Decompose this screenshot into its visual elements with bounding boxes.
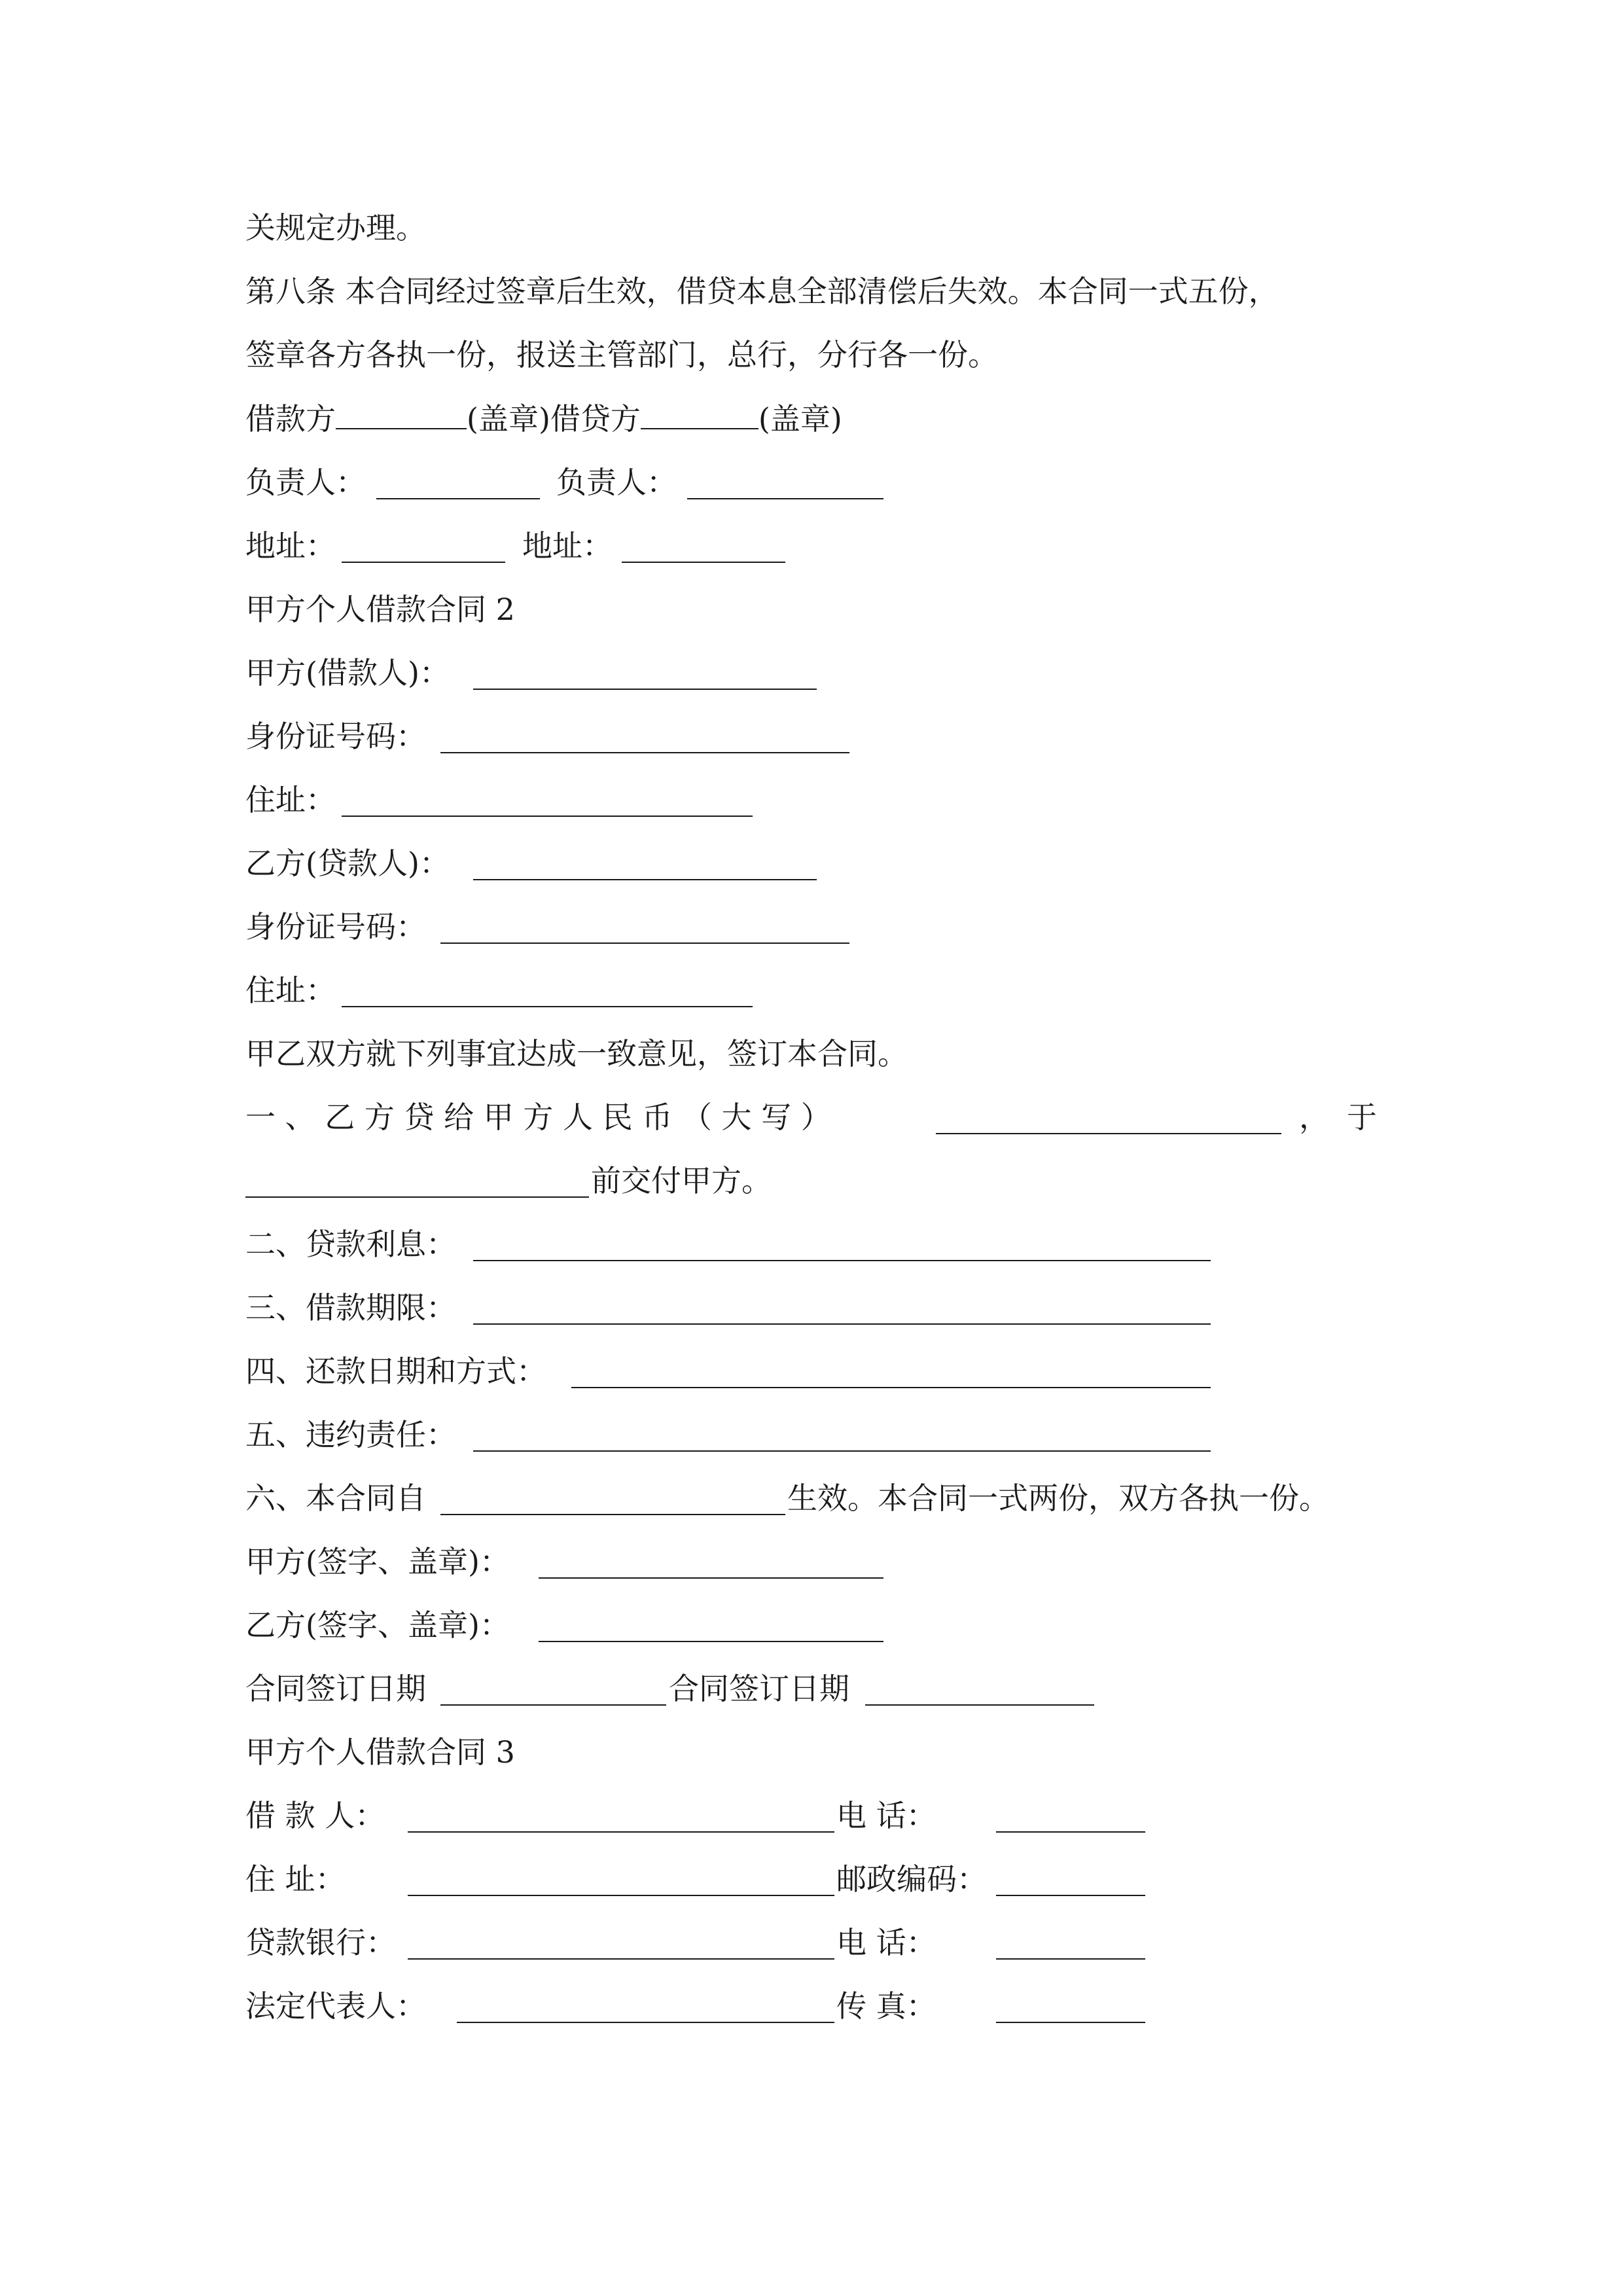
party-b-sign-blank[interactable]: [539, 1641, 883, 1642]
party-b-sign-label: 乙方(签字、盖章)：: [245, 1607, 510, 1643]
residence-label-b: 住址：: [245, 973, 336, 1008]
sign-date-blank-2[interactable]: [865, 1704, 1094, 1706]
address-blank-2[interactable]: [622, 562, 785, 563]
id-number-label-a: 身份证号码：: [245, 719, 426, 754]
item-2-label: 二、贷款利息：: [245, 1227, 456, 1262]
borrower-name-label: 借 款 人：: [245, 1798, 385, 1833]
text-line: [245, 208, 426, 247]
party-a-sign-blank[interactable]: [539, 1577, 883, 1579]
item-6-continuation: 生效。本合同一式两份，双方各执一份。: [787, 1480, 1329, 1516]
item-1-comma: ，: [1299, 1100, 1329, 1135]
id-number-blank-a[interactable]: [440, 752, 849, 753]
fax-label: 传 真：: [836, 1988, 936, 2024]
line-text: 第八条 本合同经过签章后生效，借贷本息全部清偿后失效。本合同一式五份，: [245, 274, 1279, 309]
sign-date-label-1: 合同签订日期: [245, 1671, 426, 1706]
party-a-blank[interactable]: [473, 689, 817, 690]
fax-blank[interactable]: [996, 2022, 1145, 2023]
residence-blank-b[interactable]: [342, 1006, 753, 1007]
contract-2-heading: 甲方个人借款合同 2: [245, 592, 515, 627]
postcode-blank[interactable]: [996, 1895, 1145, 1896]
id-number-label-b: 身份证号码：: [245, 909, 426, 944]
item-5-label: 五、违约责任：: [245, 1417, 456, 1452]
effective-date-blank[interactable]: [440, 1514, 785, 1515]
party-a-sign-label: 甲方(签字、盖章)：: [245, 1544, 510, 1579]
address-label-1: 地址：: [245, 528, 336, 564]
address-blank-1[interactable]: [342, 562, 505, 563]
borrower-label: 借款方: [245, 401, 336, 437]
delivery-date-blank[interactable]: [245, 1196, 589, 1198]
lending-bank-blank[interactable]: [408, 1958, 834, 1960]
party-b-label: 乙方(贷款人)：: [245, 846, 450, 881]
sign-date-blank-1[interactable]: [440, 1704, 666, 1706]
address-label-2: 地址：: [522, 528, 613, 564]
item-4-label: 四、还款日期和方式：: [245, 1354, 546, 1389]
article-8-line-2: [245, 335, 998, 374]
loan-amount-blank[interactable]: [936, 1133, 1281, 1134]
party-b-blank[interactable]: [473, 879, 817, 880]
lender-label: (盖章)借贷方: [467, 401, 641, 437]
borrower-name-blank[interactable]: [408, 1831, 834, 1833]
borrower-address-blank[interactable]: [408, 1895, 834, 1896]
term-blank[interactable]: [473, 1323, 1211, 1325]
liability-blank[interactable]: [473, 1450, 1211, 1452]
borrower-blank[interactable]: [336, 399, 467, 429]
residence-label-a: 住址：: [245, 782, 336, 817]
item-1-yu: 于: [1347, 1100, 1377, 1135]
responsible-label-1: 负责人：: [245, 465, 366, 500]
responsible-label-2: 负责人：: [556, 465, 677, 500]
phone-label-1: 电 话：: [836, 1798, 936, 1833]
phone-label-2: 电 话：: [836, 1925, 936, 1960]
interest-blank[interactable]: [473, 1260, 1211, 1261]
phone-blank-2[interactable]: [996, 1958, 1145, 1960]
borrower-address-label: 住 址：: [245, 1861, 346, 1897]
item-6-label: 六、本合同自: [245, 1480, 426, 1516]
id-number-blank-b[interactable]: [440, 942, 849, 944]
lending-bank-label: 贷款银行：: [245, 1925, 396, 1960]
agreement-intro: 甲乙双方就下列事宜达成一致意见，签订本合同。: [245, 1036, 908, 1071]
responsible-blank-2[interactable]: [687, 498, 883, 499]
responsible-blank-1[interactable]: [376, 498, 540, 499]
sign-date-label-2: 合同签订日期: [669, 1671, 849, 1706]
line-text: 签章各方各执一份，报送主管部门，总行，分行各一份。: [245, 337, 998, 372]
seal-line: [245, 399, 842, 439]
repayment-blank[interactable]: [571, 1387, 1211, 1388]
article-8-line-1: [245, 272, 1279, 311]
party-a-label: 甲方(借款人)：: [245, 655, 450, 691]
legal-rep-label: 法定代表人：: [245, 1988, 426, 2024]
item-1-label: 一 、 乙 方 贷 给 甲 方 人 民 币 （ 大 写 ）: [245, 1100, 831, 1135]
item-3-label: 三、借款期限：: [245, 1290, 456, 1325]
item-1-continuation: 前交付甲方。: [591, 1163, 772, 1198]
postcode-label: 邮政编码：: [836, 1861, 987, 1897]
lender-blank[interactable]: [641, 399, 758, 429]
line-text: 关规定办理。: [245, 210, 426, 245]
seal-label: (盖章): [758, 401, 842, 437]
legal-rep-blank[interactable]: [457, 2022, 834, 2023]
phone-blank-1[interactable]: [996, 1831, 1145, 1833]
residence-blank-a[interactable]: [342, 816, 753, 817]
contract-3-heading: 甲方个人借款合同 3: [245, 1734, 515, 1770]
